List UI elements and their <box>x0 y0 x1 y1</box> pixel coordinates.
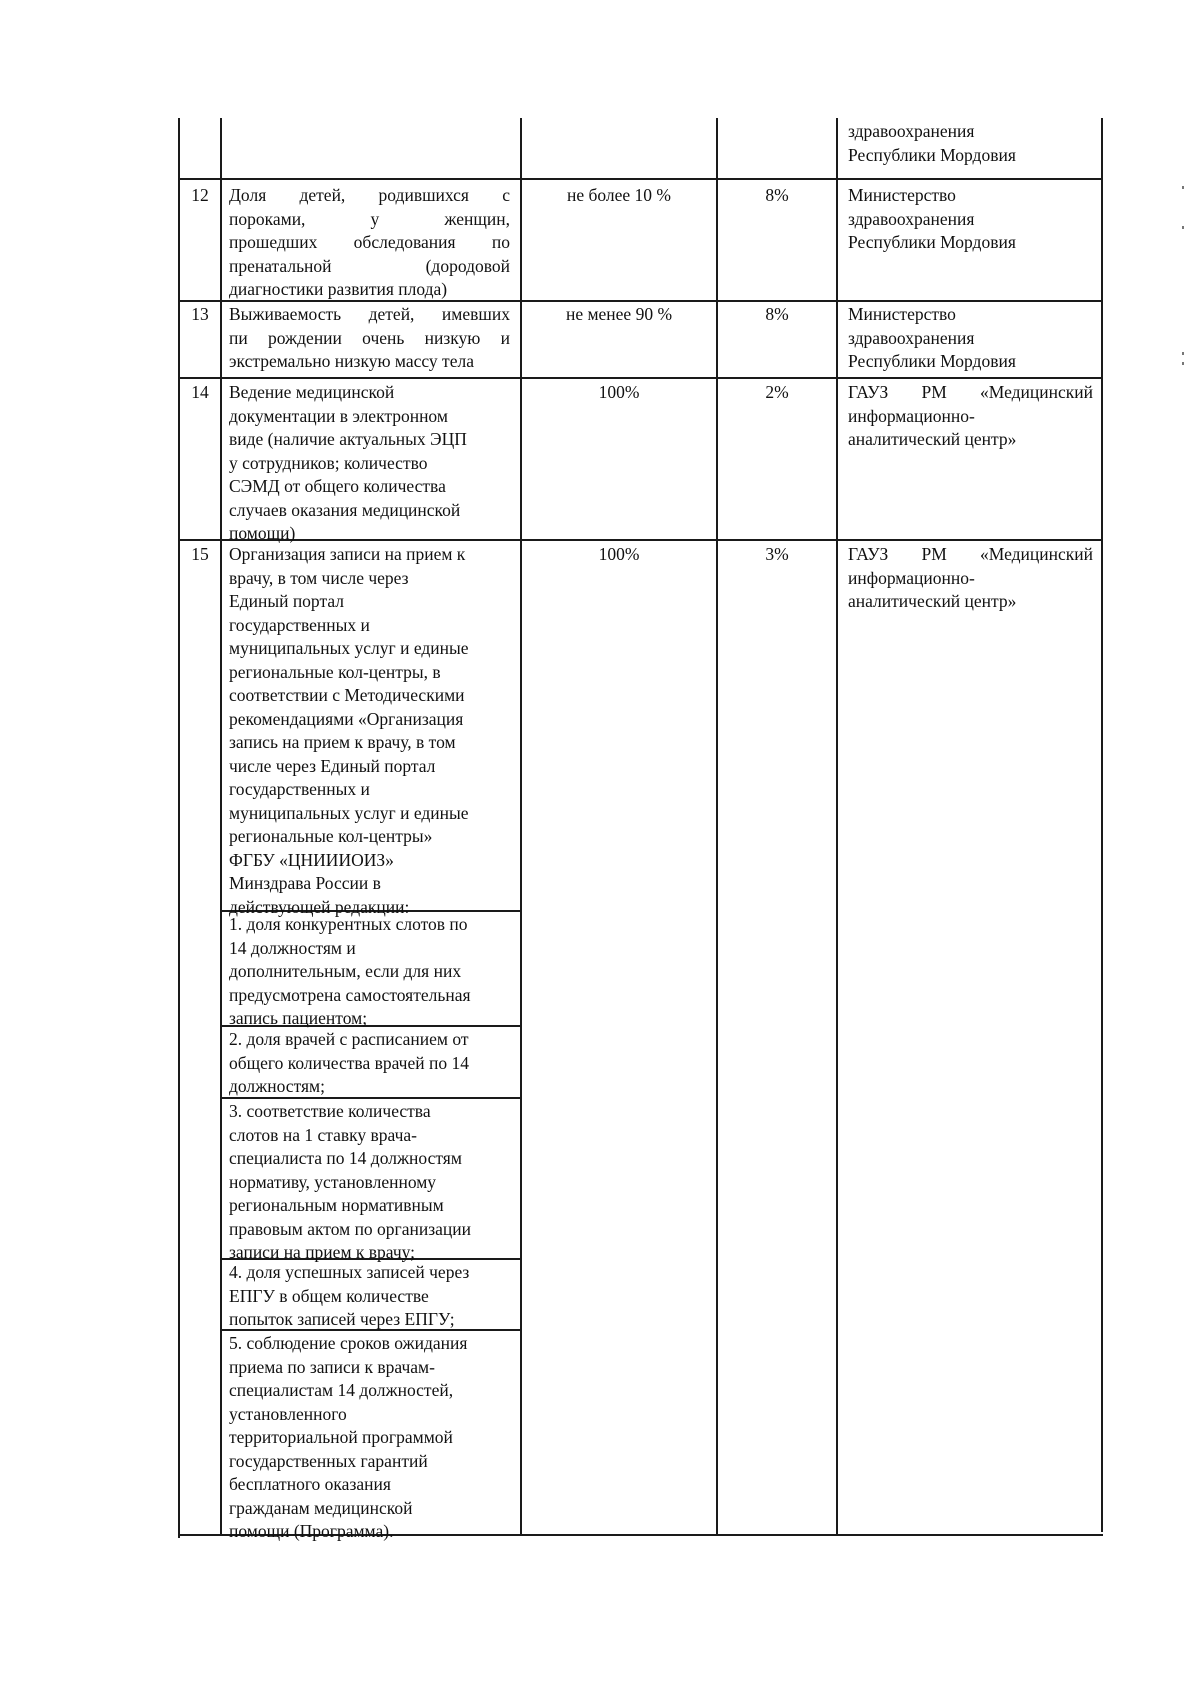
indicator-cell <box>229 303 510 374</box>
row-number: 13 <box>191 304 209 324</box>
weight-value: 8% <box>765 304 789 324</box>
row-separator <box>178 377 1103 379</box>
target-value: 100% <box>598 382 640 402</box>
responsible-cell: ГАУЗ РМ «Медицинский информационно- аналитический центр» <box>848 382 1093 449</box>
weight-value: 3% <box>765 544 789 564</box>
indicator-line: Выживаемость детей, имевших <box>229 304 510 324</box>
responsible-cell: ГАУЗ РМ «Медицинский информационно- аналитический центр» <box>848 544 1093 611</box>
scan-artifact <box>1182 362 1184 365</box>
responsible-cell: Министерство здравоохранения Республики Мордовия <box>848 185 1016 252</box>
row-number: 12 <box>191 185 209 205</box>
table-right-border <box>1101 118 1103 1532</box>
weight-value: 2% <box>765 382 789 402</box>
row-number: 14 <box>191 382 209 402</box>
scan-artifact <box>1182 352 1184 355</box>
sub-item: 1. доля конкурентных слотов по 14 должностям и дополнительным, если для них предусмотрена самостоятельная запись пациентом; <box>229 914 471 1028</box>
indicator-cell: Ведение медицинской документации в электронном виде (наличие актуальных ЭЦП у сотрудников; количество СЭМД от общего количества случаев оказания медицинской помощи) <box>229 382 467 543</box>
target-value: не более 10 % <box>566 185 672 205</box>
indicator-cell: Организация записи на прием к врачу, в том числе через Единый портал государственных и муниципальных услуг и единые региональные кол-центры, в соответствии с Методическими рекомендациями «Организация запись на прием к врачу, в том числе через Единый портал государственных и муниципальных услуг и единые региональные кол-центры» ФГБУ «ЦНИИИОИЗ» Минздрава России в действующей редакции: <box>229 544 469 917</box>
indicator-line: экстремально низкую массу тела <box>229 351 474 371</box>
indicator-cell <box>229 184 510 302</box>
row-separator <box>178 178 1103 180</box>
indicator-line: Доля детей, родившихся с <box>229 185 510 205</box>
indicator-line: пи рождении очень низкую и <box>229 327 510 348</box>
scan-artifact <box>1182 186 1184 189</box>
table-row <box>848 120 1093 167</box>
sub-item: 3. соответствие количества слотов на 1 ставку врача- специалиста по 14 должностям нормативу, установленному региональным нормативным правовым актом по организации записи на прием к врачу; <box>229 1101 472 1262</box>
responsible-cell: Министерство здравоохранения Республики Мордовия <box>848 304 1016 371</box>
sub-item: 5. соблюдение сроков ожидания приема по записи к врачам- специалистам 14 должностей, установленного территориальной программой государственных гарантий бесплатного оказания гражданам медицинской помощи (Программа). <box>229 1333 468 1541</box>
indicator-line: пороками, у женщин, <box>229 208 510 229</box>
indicator-line: пренатальной (дородовой <box>229 255 510 276</box>
indicator-line: прошедших обследования по <box>229 232 510 252</box>
row-number: 15 <box>191 544 209 564</box>
column-divider-weight <box>836 118 838 1534</box>
sub-item: 2. доля врачей с расписанием от общего количества врачей по 14 должностям; <box>229 1029 469 1096</box>
target-value: 100% <box>598 544 640 564</box>
weight-value: 8% <box>765 185 789 205</box>
column-divider-indicator <box>520 118 522 1536</box>
column-divider-num <box>220 118 222 1536</box>
responsible-cell: здравоохранения Республики Мордовия <box>848 121 1016 165</box>
scan-artifact <box>1182 226 1184 229</box>
column-divider-target <box>716 118 718 1534</box>
indicator-line: диагностики развития плода) <box>229 279 448 299</box>
table-left-border <box>178 118 180 1538</box>
sub-item: 4. доля успешных записей через ЕПГУ в общем количестве попыток записей через ЕПГУ; <box>229 1262 470 1329</box>
target-value: не менее 90 % <box>565 304 673 324</box>
